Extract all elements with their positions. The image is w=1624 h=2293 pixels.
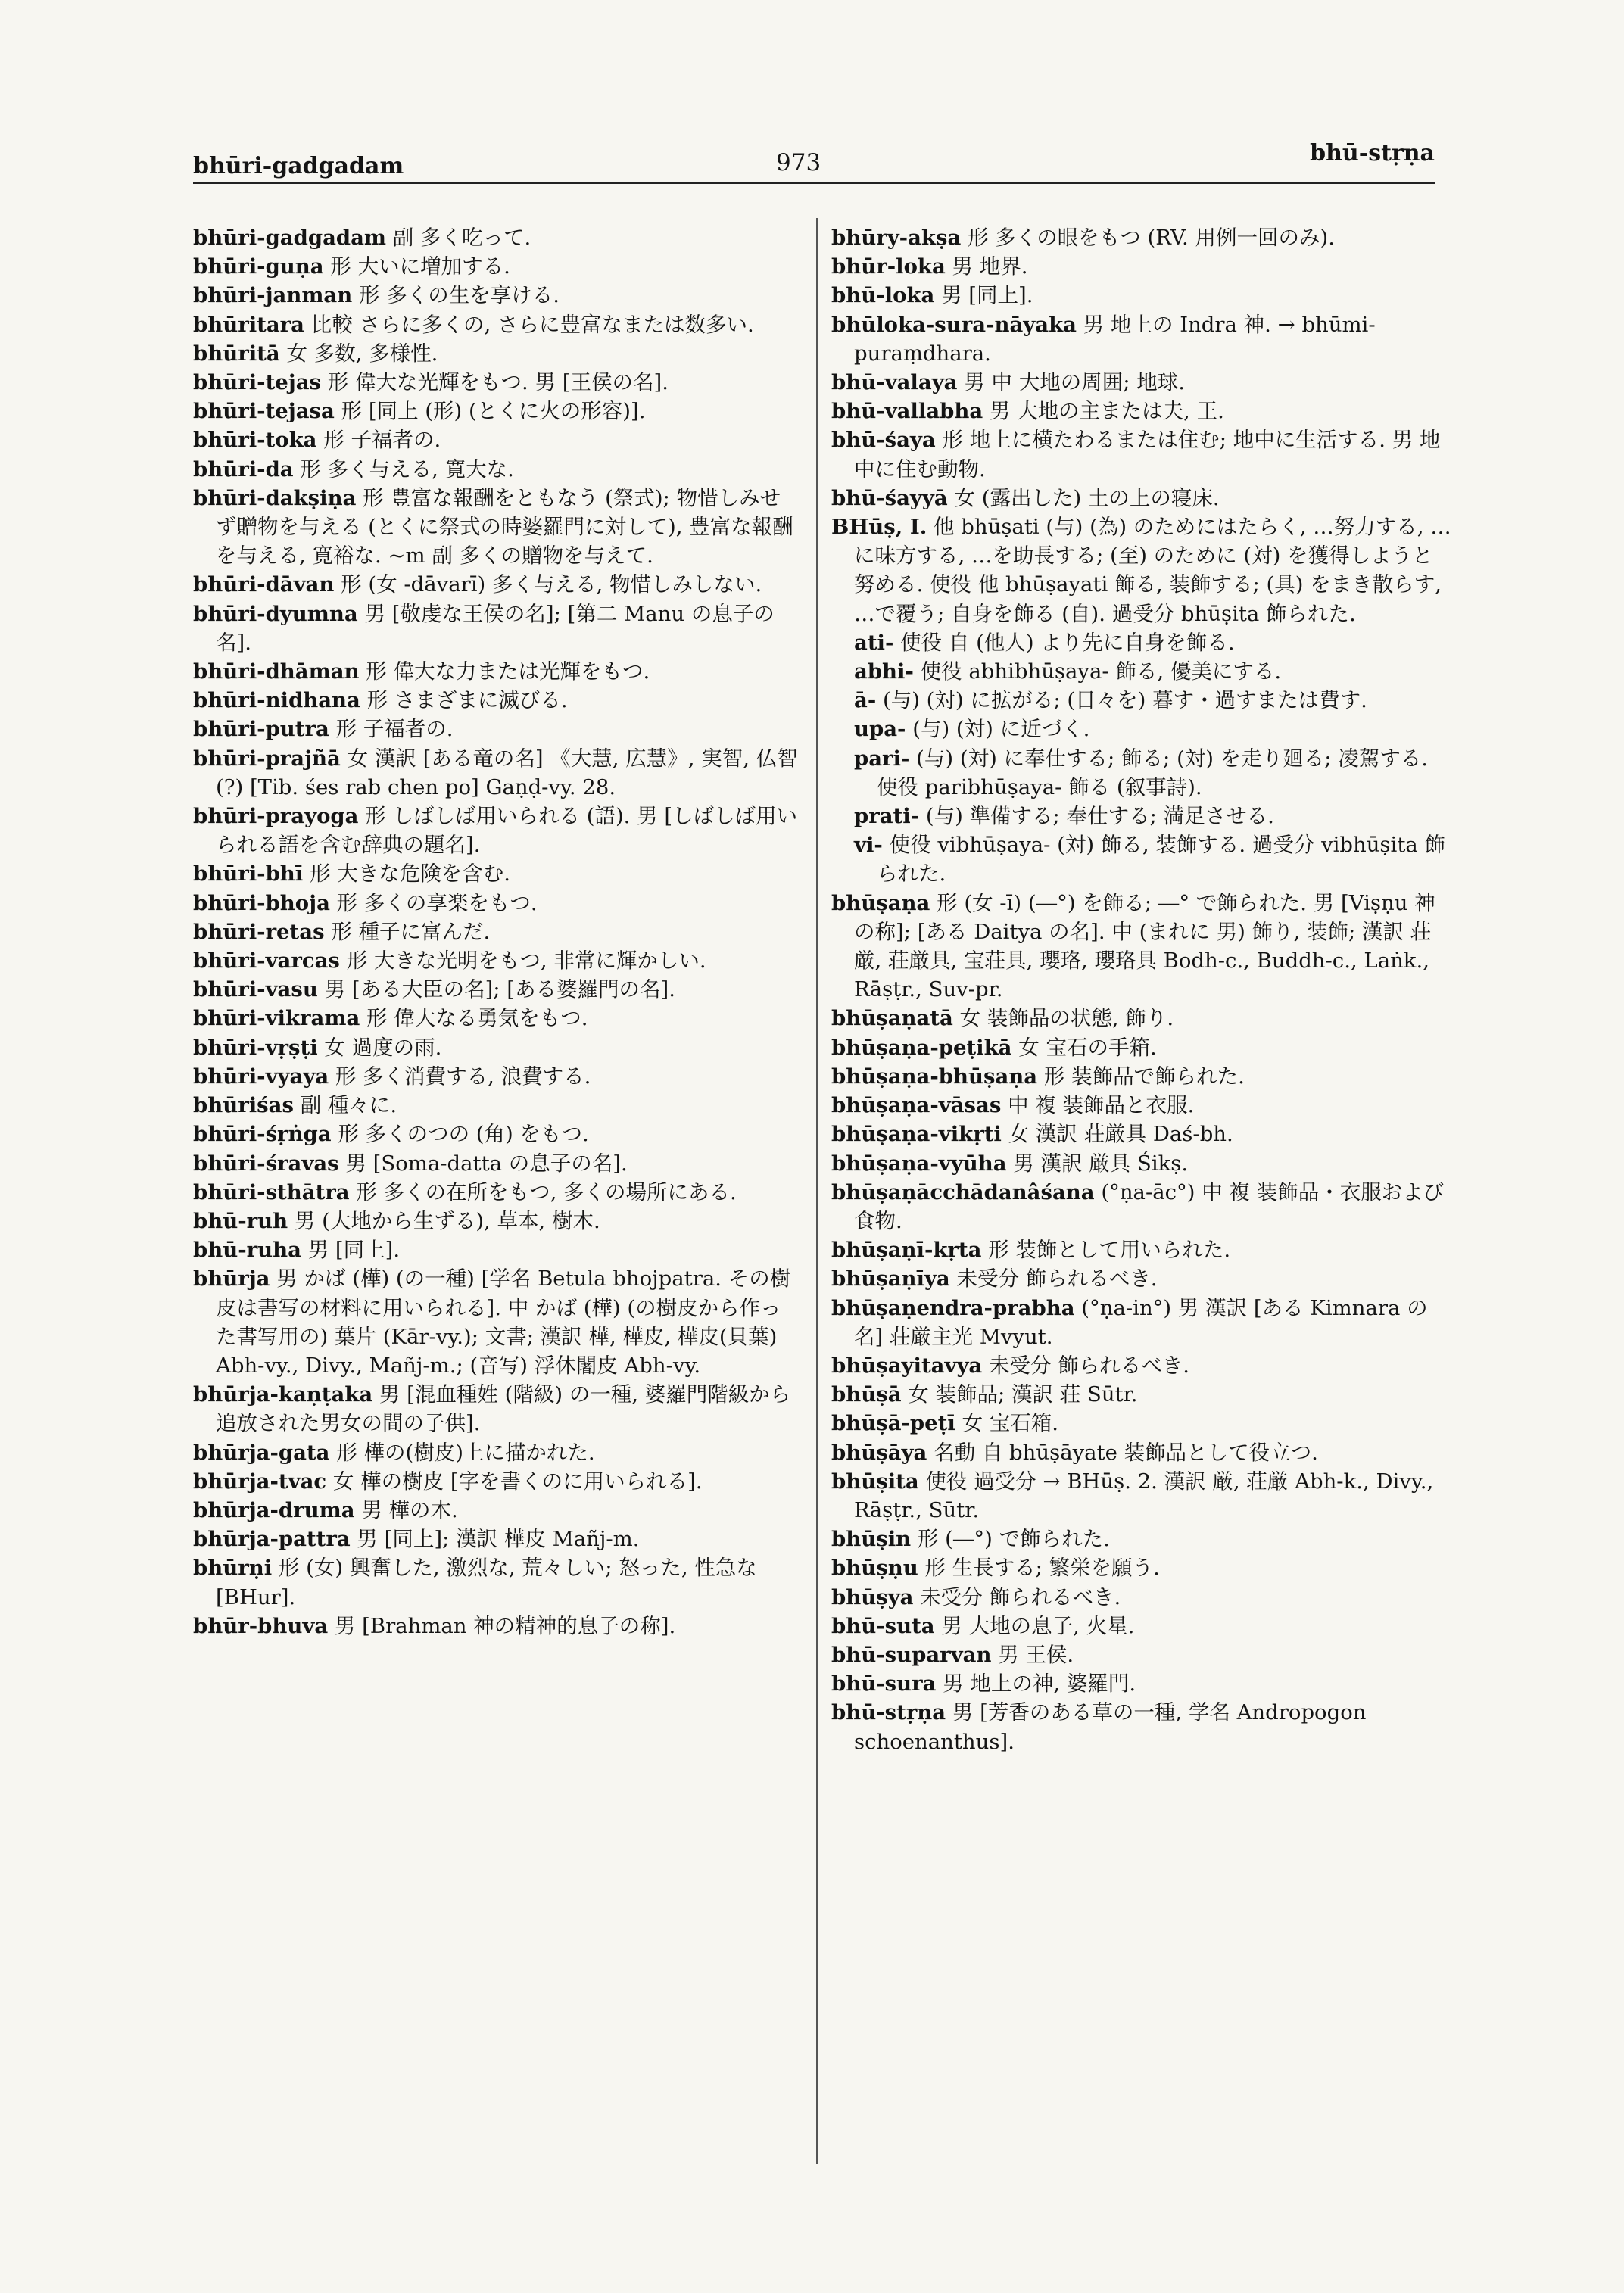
entry-definition: 女 漢訳 [ある竜の名] 《大慧, 広慧》, 実智, 仏智 (?) [Tib. śes rab chen po] Gaṇḍ-vy. 28. [216,746,798,799]
entry-headword: bhūṣā-peṭī [831,1411,955,1436]
entry-headword: bhūri-dhāman [193,659,360,684]
entry-headword: BHūṣ, I. [831,515,927,540]
entry-headword: bhūri-śravas [193,1151,339,1176]
entry-headword: bhūrja [193,1266,270,1291]
entry-headword: bhūṣita [831,1469,919,1494]
entry-definition: 女 装飾品の状態, 飾り. [959,1006,1174,1031]
entry-headword: bhūṣaṇī-kṛta [831,1238,982,1263]
entry-headword: bhūṣā [831,1382,902,1407]
entry-headword: bhūri-tejasa [193,399,335,424]
dictionary-entry [193,252,799,281]
dictionary-entry [831,686,1452,715]
entry-definition: 形 (女 -dāvarī) 多く与える, 物惜しみしない. [341,572,762,597]
entry-definition: 比較 さらに多くの, さらに豊富なまたは数多い. [310,312,754,337]
entry-definition: 男 [Brahman 神の精神的息子の称]. [334,1613,676,1638]
entry-headword: bhū-loka [831,283,935,308]
dictionary-entry [193,397,799,425]
dictionary-entry [193,975,799,1004]
dictionary-entry [831,512,1452,628]
dictionary-entry [831,1351,1452,1380]
dictionary-entry [831,1091,1452,1120]
entry-definition: 男 [ある大臣の名]; [ある婆羅門の名]. [324,977,675,1002]
entry-headword: bhūri-dāvan [193,572,335,597]
entry-definition: 男 地界. [952,254,1028,279]
dictionary-entry [193,1496,799,1525]
dictionary-entry [193,1235,799,1264]
entry-definition: 形 子福者の. [323,428,441,453]
entry-definition: 女 装飾品; 漢訳 荘 Sūtr. [908,1382,1138,1407]
entry-definition: 男 [敬虔な王侯の名]; [第二 Manu の息子の名]. [216,601,775,655]
entry-definition: 女 多数, 多様性. [286,341,438,366]
entry-definition: 男 大地の主または夫, 王. [989,399,1224,424]
dictionary-entry [831,1235,1452,1264]
entry-definition: 男 かば (樺) (の一種) [学名 Betula bhojpatra. その樹皮は書写の材料に用いられる]. 中 かば (樺) (の樹皮から作った書写用の) 葉片 (Kār-vy.); 文書; 漢訳 樺, 樺皮, 樺皮(貝葉) Abh-vy., Divy., Mañj-m.; (音写) 浮休闍皮 Abh-vy. [216,1266,791,1378]
entry-definition: 形 大いに増加する. [330,254,510,279]
entry-definition: (与) (対) に拡がる; (日々を) 暮す・過すまたは費す. [882,688,1367,713]
dictionary-entry [831,1612,1452,1640]
entry-definition: 形 種子に富んだ. [331,919,491,944]
dictionary-entry [193,1120,799,1148]
left-guide-word: bhūri-gadgadam [193,153,404,179]
entry-headword: bhūrja-tvac [193,1469,327,1494]
dictionary-entry [831,1120,1452,1148]
dictionary-entry [193,339,799,368]
dictionary-entry [193,802,799,859]
entry-headword: bhūri-prajñā [193,746,341,771]
entry-definition: 未受分 飾られるべき. [920,1584,1121,1609]
entry-headword: bhū-stṛṇa [831,1700,946,1725]
entry-headword: pari- [854,746,910,771]
entry-headword: bhūrja-gata [193,1440,330,1465]
entry-definition: 使役 過受分 → BHūṣ. 2. 漢訳 厳, 荘厳 Abh-k., Divy., Rāṣṭr., Sūtr. [854,1469,1434,1522]
dictionary-entry [831,1380,1452,1409]
entry-definition: 男 [芳香のある草の一種, 学名 Andropogon schoenanthus]. [854,1700,1367,1754]
dictionary-entry [831,830,1452,888]
dictionary-entry [831,223,1452,252]
entry-headword: bhūri-sthātra [193,1179,350,1204]
entry-headword: bhūrja-pattra [193,1527,351,1552]
entry-definition: 女 過度の雨. [324,1035,442,1060]
entry-definition: 形 生長する; 繁栄を願う. [924,1556,1160,1581]
entry-headword: bhūṣya [831,1584,914,1609]
entry-headword: bhūri-janman [193,283,353,308]
entry-definition: (与) (対) に奉仕する; 飾る; (対) を走り廻る; 凌駕する. 使役 paribhūṣaya- 飾る (叙事詩). [877,746,1429,799]
dictionary-entry [193,1525,799,1553]
dictionary-entry [193,281,799,310]
entry-definition: 形 多くの生を享ける. [359,283,560,308]
dictionary-entry [831,744,1452,802]
entry-definition: 形 多く与える, 寛大な. [300,456,514,481]
dictionary-entry [831,397,1452,425]
column-divider [816,218,818,2164]
entry-definition: 男 [混血種姓 (階級) の一種, 婆羅門階級から追放された男女の間の子供]. [216,1382,791,1436]
entry-definition: 形 多くの眼をもつ (RV. 用例一回のみ). [968,226,1335,250]
dictionary-entry [831,252,1452,281]
entry-headword: bhūṣin [831,1527,912,1552]
dictionary-entry [193,859,799,888]
entry-definition: 形 多くの享楽をもつ. [336,890,538,915]
dictionary-entry [831,1438,1452,1467]
dictionary-entry [831,1264,1452,1293]
entry-headword: bhūṣaṇa [831,890,930,915]
entry-definition: 男 地上の Indra 神. → bhūmi-puraṃdhara. [854,312,1376,366]
dictionary-entry [193,223,799,252]
entry-headword: bhūloka-sura-nāyaka [831,312,1077,337]
entry-headword: bhūritā [193,341,280,366]
entry-definition: 使役 vibhūṣaya- (対) 飾る, 装飾する. 過受分 vibhūṣita 飾られた. [877,833,1446,886]
dictionary-entry [193,368,799,397]
entry-headword: bhūr-loka [831,254,946,279]
entry-definition: 形 多く消費する, 浪費する. [335,1064,591,1089]
entry-headword: bhūri-guṇa [193,254,324,279]
entry-definition: 女 樺の樹皮 [字を書くのに用いられる]. [332,1469,703,1494]
entry-definition: 中 複 装飾品と衣服. [1008,1093,1195,1118]
entry-headword: bhūṣaṇa-bhūṣaṇa [831,1064,1038,1089]
entry-headword: bhū-sura [831,1671,937,1696]
entry-headword: bhūri-vṛṣṭi [193,1035,318,1060]
entry-definition: 名動 自 bhūṣāyate 装飾品として役立つ. [934,1440,1318,1465]
entry-definition: 男 [同上]; 漢訳 樺皮 Mañj-m. [357,1527,640,1552]
dictionary-entry [831,281,1452,310]
entry-headword: bhūri-bhoja [193,890,330,915]
dictionary-entry [193,1612,799,1640]
entry-definition: 男 漢訳 厳具 Śikṣ. [1013,1151,1189,1176]
entry-headword: bhūṣaṇa-peṭikā [831,1035,1012,1060]
dictionary-entry [193,570,799,599]
dictionary-entry [193,425,799,454]
dictionary-entry [831,1669,1452,1698]
entry-definition: 女 (露出した) 土の上の寝床. [954,485,1220,510]
entry-headword: bhūri-putra [193,717,329,742]
entry-headword: bhūṣaṇa-vāsas [831,1093,1002,1118]
entry-headword: bhūri-vikrama [193,1006,360,1031]
dictionary-entry [193,946,799,975]
entry-definition: 形 多くの在所をもつ, 多くの場所にある. [356,1179,737,1204]
entry-definition: 形 [同上 (形) (とくに火の形容)]. [341,399,646,424]
dictionary-entry [831,1294,1452,1351]
dictionary-entry [193,1438,799,1467]
entry-headword: upa- [854,717,906,742]
entry-headword: bhū-valaya [831,370,958,395]
entry-definition: 未受分 飾られるべき. [956,1266,1158,1291]
dictionary-entry [831,1640,1452,1669]
entry-definition: 副 多く吃って. [392,226,531,250]
entry-headword: bhūri-dakṣiṇa [193,485,357,510]
entry-headword: bhū-vallabha [831,399,983,424]
dictionary-entry [831,425,1452,483]
dictionary-entry [831,484,1452,512]
dictionary-entry [193,1467,799,1496]
dictionary-entry [193,1004,799,1033]
dictionary-entry [831,628,1452,657]
entry-headword: bhūṣaṇendra-prabha [831,1295,1075,1320]
right-column [831,223,1452,1756]
entry-headword: bhūri-śṛṅga [193,1122,332,1147]
dictionary-entry [193,657,799,686]
dictionary-entry [193,1062,799,1091]
entry-headword: bhū-suta [831,1613,935,1638]
entry-headword: bhūṣāya [831,1440,927,1465]
dictionary-entry [831,310,1452,368]
entry-headword: bhūriśas [193,1093,294,1118]
entry-definition: 形 装飾として用いられた. [988,1238,1231,1263]
entry-definition: 形 豊富な報酬をともなう (祭式); 物惜しみせず贈物を与える (とくに祭式の時婆羅門に対して), 豊富な報酬を与える, 寛裕な. ~m 副 多くの贈物を与えて. [216,485,793,569]
entry-headword: abhi- [854,659,914,684]
entry-headword: bhūri-nidhana [193,688,360,713]
dictionary-entry [193,310,799,339]
entry-definition: 男 [同上]. [941,283,1033,308]
entry-definition: 女 漢訳 荘厳具 Daś-bh. [1008,1122,1233,1147]
entry-definition: 形 子福者の. [335,717,454,742]
header-rule [193,182,1435,184]
entry-definition: 男 地上の神, 婆羅門. [943,1671,1136,1696]
entry-headword: bhūṣaṇa-vyūha [831,1151,1007,1176]
entry-headword: bhūrja-druma [193,1497,355,1522]
entry-definition: 使役 自 (他人) より先に自身を飾る. [900,630,1235,655]
entry-definition: 形 (―°) で飾られた. [917,1527,1110,1552]
entry-headword: prati- [854,804,920,829]
dictionary-entry [831,715,1452,743]
entry-headword: bhūrṇi [193,1556,273,1581]
entry-headword: bhūr-bhuva [193,1613,329,1638]
dictionary-entry [831,368,1452,397]
dictionary-entry [193,1091,799,1120]
entry-headword: ā- [854,688,877,713]
dictionary-entry [193,918,799,946]
entry-headword: bhūṣaṇācchādanâśana [831,1179,1095,1204]
entry-headword: bhū-śaya [831,428,936,453]
entry-headword: bhūrja-kaṇṭaka [193,1382,373,1407]
dictionary-entry [831,1698,1452,1756]
dictionary-entry [193,1207,799,1235]
entry-headword: bhūṣayitavya [831,1353,983,1378]
entry-definition: 未受分 飾られるべき. [989,1353,1189,1378]
dictionary-entry [831,1553,1452,1582]
entry-headword: bhū-ruha [193,1238,301,1263]
dictionary-entry [831,802,1452,830]
entry-headword: bhūri-retas [193,919,325,944]
entry-headword: bhū-śayyā [831,485,948,510]
dictionary-entry [831,1583,1452,1612]
dictionary-entry [831,1033,1452,1062]
dictionary-entry [193,889,799,918]
entry-headword: bhūri-toka [193,428,317,453]
entry-definition: 他 bhūṣati (与) (為) のためにはたらく, …努力する, …に味方する, …を助長する; (至) のために (対) を獲得しようと努める. 使役 他 bhūṣayati 飾る, 装飾する; (具) をまき散らす, …で覆う; 自身を飾る (自). 過受分 bhūṣita 飾られた. [854,515,1451,626]
entry-definition: (与) 準備する; 奉仕する; 満足させる. [925,804,1274,829]
entry-headword: bhūṣaṇa-vikṛti [831,1122,1002,1147]
entry-definition: 形 地上に横たわるまたは住む; 地中に生活する. 男 地中に住む動物. [854,428,1441,481]
entry-headword: bhūri-bhī [193,861,304,886]
entry-definition: 形 偉大な力または光輝をもつ. [366,659,650,684]
entry-headword: bhūry-akṣa [831,226,962,250]
entry-definition: 男 中 大地の周囲; 地球. [964,370,1185,395]
entry-definition: 形 偉大なる勇気をもつ. [366,1006,588,1031]
entry-definition: (与) (対) に近づく. [912,717,1090,742]
entry-definition: 形 樺の(樹皮)上に描かれた. [336,1440,595,1465]
entry-headword: bhūritara [193,312,304,337]
entry-definition: 男 樺の木. [361,1497,458,1522]
entry-headword: bhū-ruh [193,1208,288,1233]
entry-headword: bhūṣṇu [831,1556,918,1581]
entry-headword: bhūri-vyaya [193,1064,329,1089]
entry-definition: 使役 abhibhūṣaya- 飾る, 優美にする. [920,659,1282,684]
entry-definition: 形 装飾品で飾られた. [1043,1064,1245,1089]
entry-definition: 男 (大地から生ずる), 草本, 樹木. [294,1208,600,1233]
dictionary-entry [193,1553,799,1611]
entry-headword: bhū-suparvan [831,1642,992,1667]
dictionary-entry [193,1380,799,1438]
left-column [193,223,799,1640]
entry-definition: 女 宝石箱. [962,1411,1059,1436]
dictionary-entry [831,657,1452,686]
dictionary-entry [193,715,799,743]
entry-definition: 男 大地の息子, 火星. [941,1613,1135,1638]
dictionary-entry [831,1178,1452,1235]
page-number: 973 [776,149,821,176]
dictionary-entry [193,455,799,484]
dictionary-entry [193,1033,799,1062]
entry-definition: 副 種々に. [300,1093,397,1118]
entry-definition: 形 大きな危険を含む. [309,861,510,886]
entry-headword: bhūri-da [193,456,294,481]
dictionary-entry [193,744,799,802]
entry-headword: bhūri-varcas [193,949,340,974]
dictionary-entry [831,1467,1452,1525]
dictionary-entry [193,686,799,715]
entry-headword: bhūri-prayoga [193,804,359,829]
dictionary-entry [193,484,799,571]
dictionary-entry [831,1409,1452,1438]
entry-definition: 男 [同上]. [307,1238,401,1263]
entry-headword: bhūṣaṇatā [831,1006,953,1031]
dictionary-entry [193,600,799,657]
entry-definition: 形 偉大な光輝をもつ. 男 [王侯の名]. [327,370,669,395]
dictionary-entry [193,1149,799,1178]
dictionary-entry [193,1264,799,1380]
entry-definition: 形 (女) 興奮した, 激烈な, 荒々しい; 怒った, 性急な [BHur]. [216,1556,757,1609]
dictionary-entry [831,1004,1452,1033]
right-guide-word: bhū-stṛṇa [1310,140,1435,167]
dictionary-entry [831,1525,1452,1553]
entry-definition: 形 多くのつの (角) をもつ. [338,1122,589,1147]
dictionary-entry [831,1062,1452,1091]
entry-headword: bhūri-gadgadam [193,226,387,250]
entry-definition: (°ṇa-in°) 男 漢訳 [ある Kimnara の名] 荘厳主光 Mvyut. [854,1295,1428,1349]
entry-headword: bhūri-dyumna [193,601,358,626]
entry-definition: 男 王侯. [998,1642,1074,1667]
page-header [193,132,1435,185]
dictionary-entry [831,889,1452,1005]
entry-headword: bhūṣaṇīya [831,1266,950,1291]
entry-definition: (°ṇa-āc°) 中 複 装飾品・衣服および食物. [854,1179,1445,1233]
entry-definition: 女 宝石の手箱. [1018,1035,1157,1060]
entry-definition: 形 しばしば用いられる (語). 男 [しばしば用いられる語を含む辞典の題名]. [216,804,798,858]
dictionary-entry [831,1149,1452,1178]
entry-definition: 形 さまざまに滅びる. [366,688,568,713]
entry-definition: 男 [Soma-datta の息子の名]. [345,1151,628,1176]
dictionary-entry [193,1178,799,1207]
entry-headword: bhūri-vasu [193,977,318,1002]
entry-definition: 形 大きな光明をもつ, 非常に輝かしい. [346,949,706,974]
entry-headword: ati- [854,630,894,655]
entry-headword: vi- [854,833,883,858]
entry-definition: 形 (女 -ī) (―°) を飾る; ―° で飾られた. 男 [Viṣṇu 神の称]; [ある Daitya の名]. 中 (まれに 男) 飾り, 装飾; 漢訳 荘厳, 荘厳具, 宝荘具, 瓔珞, 瓔珞具 Bodh-c., Buddh-c., Laṅk., Rāṣṭr., Suv-pr. [854,890,1435,1002]
entry-headword: bhūri-tejas [193,370,322,395]
